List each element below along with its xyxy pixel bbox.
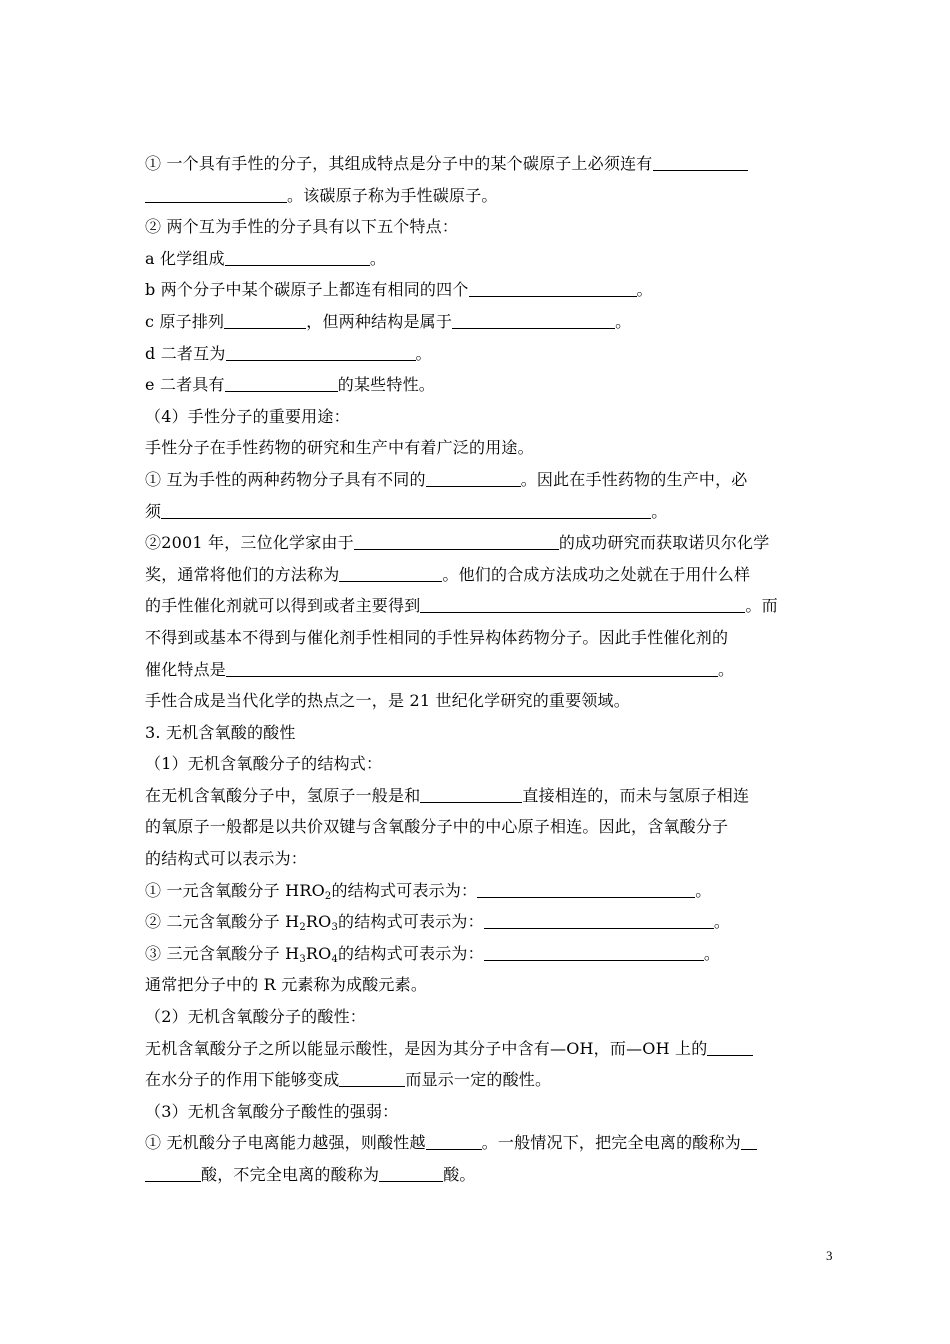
text-line xyxy=(145,559,845,591)
text-line xyxy=(145,1096,845,1128)
text-line xyxy=(145,811,845,843)
fill-blank[interactable] xyxy=(707,1037,753,1056)
text: 的手性催化剂就可以得到或者主要得到 xyxy=(145,596,421,616)
text: e 二者具有 xyxy=(145,375,225,395)
text: 手性合成是当代化学的热点之一，是 21 世纪化学研究的重要领域。 xyxy=(145,691,630,711)
fill-blank[interactable] xyxy=(145,1163,201,1182)
fill-blank[interactable] xyxy=(420,594,745,613)
fill-blank[interactable] xyxy=(225,373,338,392)
text: a 化学组成 xyxy=(145,248,225,268)
fill-blank[interactable] xyxy=(226,658,718,677)
text-line xyxy=(145,938,845,970)
text: 手性分子在手性药物的研究和生产中有着广泛的用途。 xyxy=(145,438,534,458)
text-line xyxy=(145,464,845,496)
text: ① 一个具有手性的分子，其组成特点是分子中的某个碳原子上必须连有 xyxy=(145,154,653,173)
text: 。 xyxy=(718,659,735,679)
fill-blank[interactable] xyxy=(452,310,615,329)
text: RO xyxy=(305,943,332,963)
fill-blank[interactable] xyxy=(426,1131,482,1150)
text: 酸，不完全电离的酸称为 xyxy=(201,1165,380,1184)
text: 酸。 xyxy=(443,1165,476,1184)
fill-blank[interactable] xyxy=(426,468,521,487)
text-line xyxy=(145,969,845,1001)
fill-blank[interactable] xyxy=(339,563,442,582)
text-line xyxy=(145,243,845,275)
text: 。 xyxy=(369,248,387,268)
text: 的某些特性。 xyxy=(337,375,435,395)
fill-blank[interactable] xyxy=(477,879,695,898)
text-line xyxy=(145,1001,845,1033)
text: 在无机含氧酸分子中，氢原子一般是和 xyxy=(145,785,421,805)
text: 。因此在手性药物的生产中，必 xyxy=(520,469,748,489)
text: ② 两个互为手性的分子具有以下五个特点： xyxy=(145,217,459,237)
document-body xyxy=(145,148,845,1191)
text-line xyxy=(145,1033,845,1065)
text: 在水分子的作用下能够变成 xyxy=(145,1070,340,1090)
text-line xyxy=(145,401,845,433)
fill-blank[interactable] xyxy=(741,1131,757,1150)
text: 直接相连的，而未与氢原子相连 xyxy=(522,785,750,805)
subscript: 4 xyxy=(331,953,339,965)
text: ① 无机酸分子电离能力越强，则酸性越 xyxy=(145,1133,426,1153)
text: 。 xyxy=(615,311,632,331)
text: ② 二元含氧酸分子 H xyxy=(145,912,300,932)
text-line xyxy=(145,748,845,780)
text: （2）无机含氧酸分子的酸性： xyxy=(145,1007,366,1027)
text: 不得到或基本不得到与催化剂手性相同的手性异构体药物分子。因此手性催化剂的 xyxy=(145,627,729,647)
text: 。 xyxy=(651,501,668,521)
text-line xyxy=(145,875,845,907)
text: （1）无机含氧酸分子的结构式： xyxy=(145,754,383,774)
text: 的结构式可以表示为： xyxy=(145,849,308,869)
fill-blank[interactable] xyxy=(224,310,306,329)
text: 的氧原子一般都是以共价双键与含氧酸分子中的中心原子相连。因此，含氧酸分子 xyxy=(145,817,729,837)
subscript: 3 xyxy=(299,953,306,965)
text: 。他们的合成方法成功之处就在于用什么样 xyxy=(442,564,751,584)
text-line xyxy=(145,590,845,622)
text-line xyxy=(145,496,845,528)
text-line xyxy=(145,685,845,717)
text: 。 xyxy=(695,880,712,900)
text: 。 xyxy=(713,912,731,932)
section-heading xyxy=(145,717,845,749)
text-line xyxy=(145,780,845,812)
text: 的成功研究而获取诺贝尔化学 xyxy=(558,533,770,553)
fill-blank[interactable] xyxy=(484,910,714,929)
fill-blank[interactable] xyxy=(420,784,522,803)
text-line xyxy=(145,906,845,938)
text: b 两个分子中某个碳原子上都连有相同的四个 xyxy=(145,280,469,300)
text: ③ 三元含氧酸分子 H xyxy=(145,943,300,963)
page-number: 3 xyxy=(826,1248,833,1263)
text: 。该碳原子称为手性碳原子。 xyxy=(287,185,498,205)
text-line xyxy=(145,1064,845,1096)
subscript: 2 xyxy=(324,890,332,902)
fill-blank[interactable] xyxy=(379,1163,443,1182)
fill-blank[interactable] xyxy=(225,247,370,266)
fill-blank[interactable] xyxy=(354,531,559,550)
text: 奖，通常将他们的方法称为 xyxy=(145,564,340,584)
fill-blank[interactable] xyxy=(226,342,416,361)
fill-blank[interactable] xyxy=(653,152,748,171)
text: 无机含氧酸分子之所以能显示酸性，是因为其分子中含有—OH，而—OH 上的 xyxy=(145,1038,708,1058)
text: c 原子排列 xyxy=(145,311,225,331)
text-line xyxy=(145,432,845,464)
text-line xyxy=(145,148,845,180)
text-line xyxy=(145,1159,845,1191)
text-line xyxy=(145,306,845,338)
subscript: 3 xyxy=(331,922,339,934)
fill-blank[interactable] xyxy=(161,500,651,519)
text: d 二者互为 xyxy=(145,343,226,363)
text: ，但两种结构是属于 xyxy=(306,311,453,331)
text: 通常把分子中的 R 元素称为成酸元素。 xyxy=(145,975,428,995)
text: RO xyxy=(305,912,332,932)
text: 3. 无机含氧酸的酸性 xyxy=(145,722,296,742)
text: 。而 xyxy=(745,596,778,616)
text-line xyxy=(145,843,845,875)
text: ① 互为手性的两种药物分子具有不同的 xyxy=(145,469,426,489)
text: 的结构式可表示为： xyxy=(338,943,484,963)
text: ②2001 年，三位化学家由于 xyxy=(145,533,354,553)
text: 的结构式可表示为： xyxy=(331,880,478,900)
text-line xyxy=(145,1127,845,1159)
fill-blank[interactable] xyxy=(484,942,704,961)
text-line xyxy=(145,369,845,401)
text-line xyxy=(145,338,845,370)
fill-blank[interactable] xyxy=(469,278,637,297)
fill-blank[interactable] xyxy=(339,1068,405,1087)
text: 须 xyxy=(145,501,162,521)
text-line xyxy=(145,622,845,654)
text: 。一般情况下，把完全电离的酸称为 xyxy=(481,1133,741,1153)
text: （3）无机含氧酸分子酸性的强弱： xyxy=(145,1101,399,1121)
text-line xyxy=(145,274,845,306)
text: 。 xyxy=(415,343,432,363)
text: 催化特点是 xyxy=(145,659,227,679)
fill-blank[interactable] xyxy=(145,184,287,203)
text-line xyxy=(145,211,845,243)
text: 的结构式可表示为： xyxy=(338,912,484,932)
text-line xyxy=(145,180,845,212)
text: ① 一元含氧酸分子 HRO xyxy=(145,880,325,900)
text-line xyxy=(145,527,845,559)
subscript: 2 xyxy=(299,922,306,934)
text: 。 xyxy=(703,943,721,963)
text: （4）手性分子的重要用途： xyxy=(145,406,350,426)
text: 而显示一定的酸性。 xyxy=(405,1070,552,1090)
text: 。 xyxy=(636,280,653,300)
text-line xyxy=(145,654,845,686)
